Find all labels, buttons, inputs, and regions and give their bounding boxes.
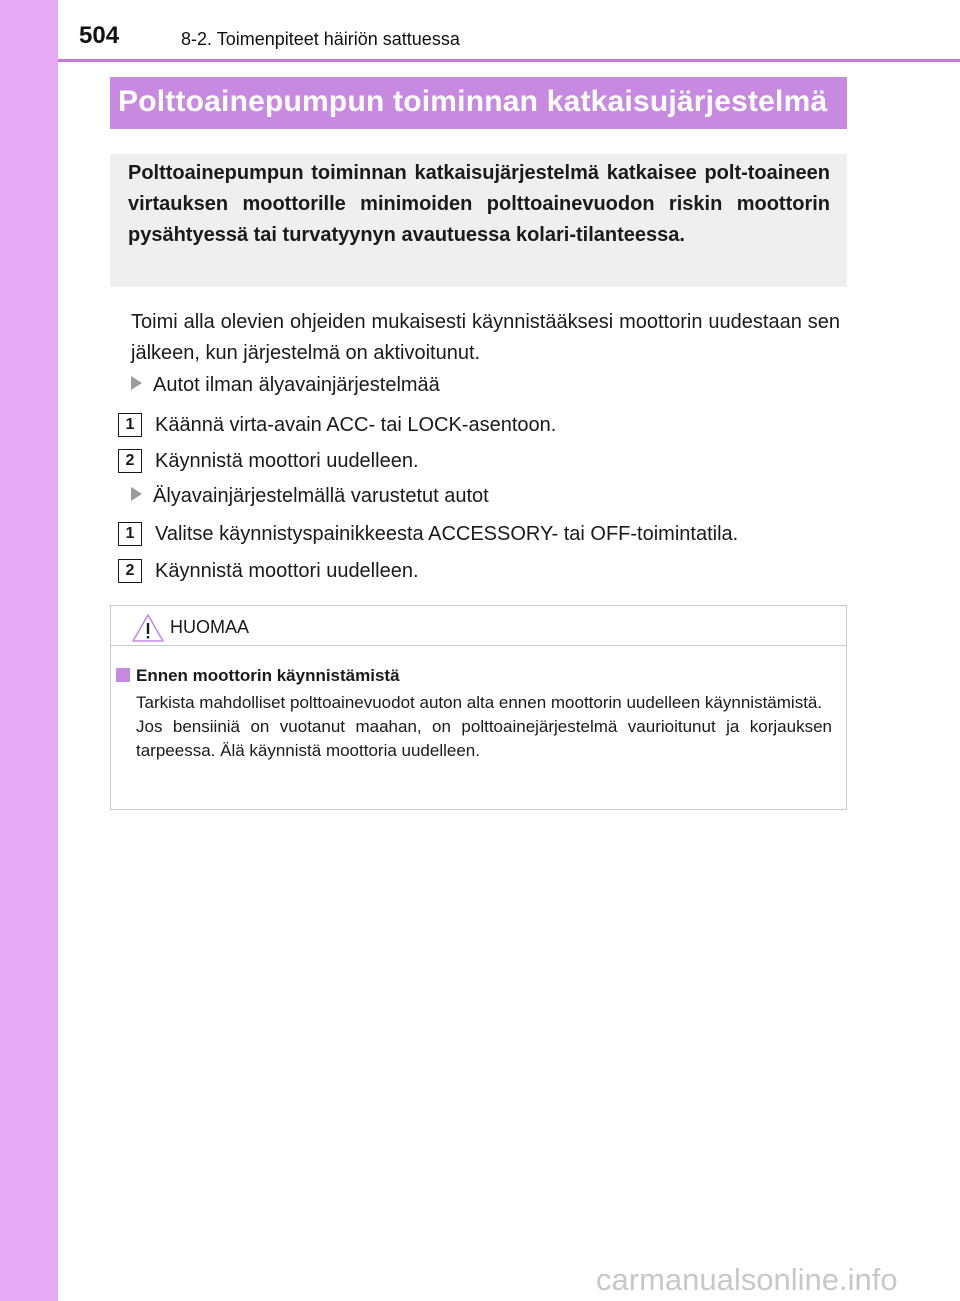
section-title: Polttoainepumpun toiminnan katkaisujärjestelmä <box>118 85 828 118</box>
step-number-badge: 2 <box>118 449 142 473</box>
notice-item-heading-label: Ennen moottorin käynnistämistä <box>136 666 400 685</box>
notice-box <box>110 605 847 810</box>
section-banner <box>110 77 847 129</box>
step-text: Käännä virta-avain ACC- tai LOCK-asentoon. <box>155 414 557 436</box>
notice-text-2: Jos bensiiniä on vuotanut maahan, on polttoainejärjestelmä vaurioitunut ja korjauksen tarpeessa. Älä käynnistä moottoria uudelleen. <box>136 717 832 760</box>
intro-text: Polttoainepumpun toiminnan katkaisujärjestelmä katkaisee polt-toaineen virtauksen moottorille minimoiden polttoainevuodon riskin moottorin pysähtyessä tai turvatyynyn avautuessa kolari-tilanteessa. <box>128 162 830 246</box>
page-number: 504 <box>79 22 120 49</box>
notice-text-1: Tarkista mahdolliset polttoainevuodot auton alta ennen moottorin uudelleen käynnistämistä. <box>136 693 823 712</box>
subheading-label: Autot ilman älyavainjärjestelmää <box>153 374 440 396</box>
triangle-bullet-icon <box>131 487 142 501</box>
step-text: Käynnistä moottori uudelleen. <box>155 560 419 582</box>
step-number-badge: 2 <box>118 559 142 583</box>
subheading-smart-key <box>131 485 489 508</box>
notice-title: HUOMAA <box>170 617 250 637</box>
side-color-band <box>0 0 58 1301</box>
notice-body <box>136 691 832 763</box>
instructions-paragraph: Toimi alla olevien ohjeiden mukaisesti käynnistääksesi moottorin uudestaan sen jälkeen, kun järjestelmä on aktivoitunut. <box>131 311 840 364</box>
intro-box <box>110 154 847 287</box>
step-number-badge: 1 <box>118 413 142 437</box>
step-text: Valitse käynnistyspainikkeesta ACCESSORY- tai OFF-toimintatila. <box>155 523 739 545</box>
step-number-badge: 1 <box>118 522 142 546</box>
notice-item-heading <box>116 666 400 686</box>
notice-header <box>111 606 846 646</box>
square-bullet-icon <box>116 668 130 682</box>
step-text: Käynnistä moottori uudelleen. <box>155 450 419 472</box>
subheading-no-smart-key <box>131 374 440 397</box>
header-rule <box>58 59 960 62</box>
warning-triangle-icon <box>131 613 165 643</box>
chapter-title: 8-2. Toimenpiteet häiriön sattuessa <box>181 29 460 49</box>
triangle-bullet-icon <box>131 376 142 390</box>
watermark: carmanualsonline.info <box>596 1262 898 1297</box>
subheading-label: Älyavainjärjestelmällä varustetut autot <box>153 485 489 507</box>
